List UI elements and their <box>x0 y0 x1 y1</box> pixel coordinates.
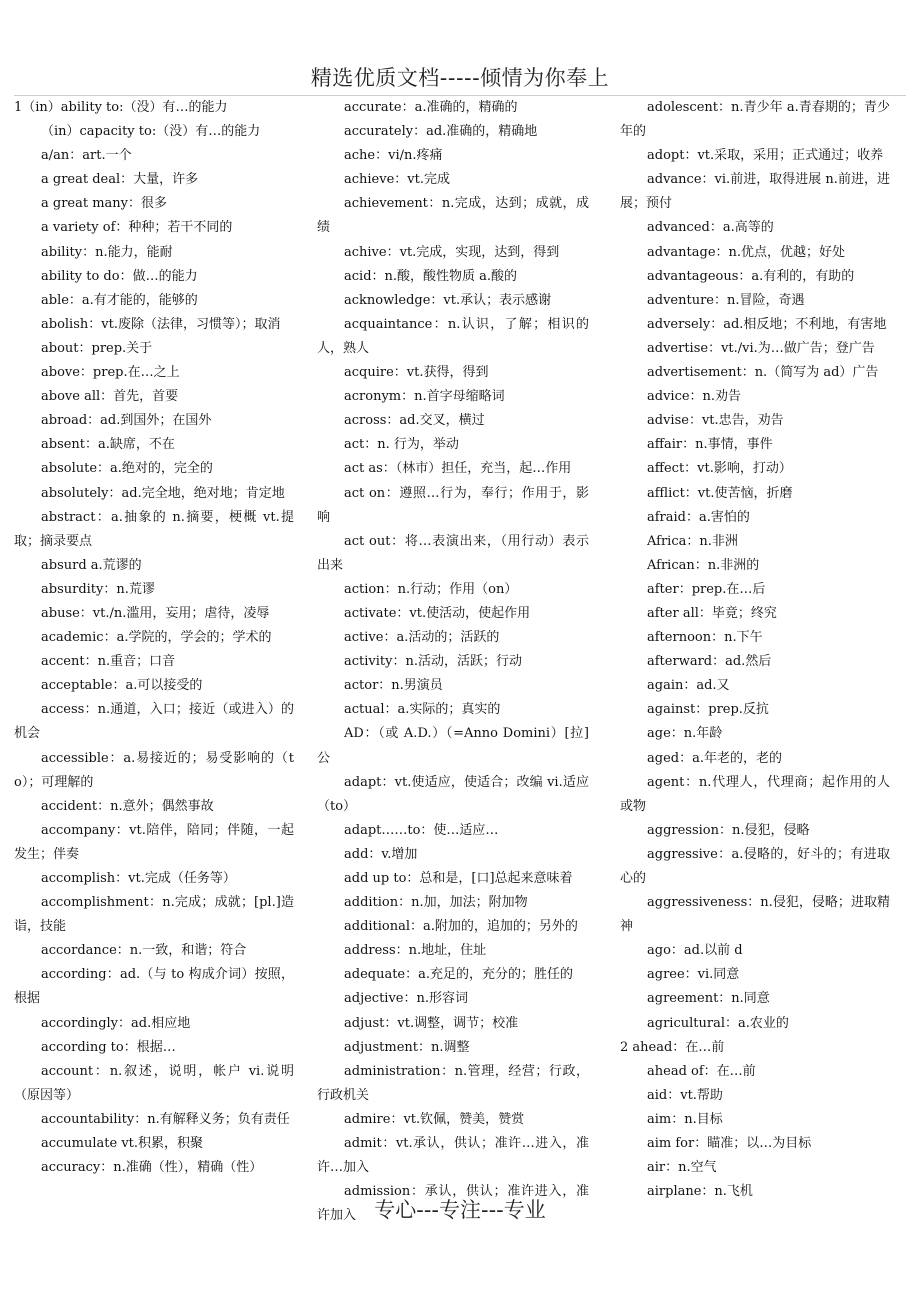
vocab-entry: AD：（或 A.D.）（=Anno Domini）[拉]公 <box>317 726 589 766</box>
vocab-entry: a great deal：大量，许多 <box>41 172 199 188</box>
vocab-entry: 1（in）ability to:（没）有…的能力 <box>14 100 228 115</box>
vocab-entry: acronym：n.首字母缩略词 <box>344 389 505 405</box>
vocab-entry: abroad：ad.到国外；在国外 <box>41 413 212 429</box>
vocab-entry: afterward：ad.然后 <box>647 654 772 670</box>
vocab-entry: add up to：总和是，[口]总起来意味着 <box>344 871 573 886</box>
vocab-entry: above：prep.在…之上 <box>41 365 180 381</box>
vocab-entry: ache：vi/n.疼痛 <box>344 148 443 164</box>
vocab-entry: abolish：vt.废除（法律，习惯等）；取消 <box>41 316 281 332</box>
vocab-entry: abstract：a.抽象的 n.摘要，梗概 vt.提取；摘录要点 <box>14 509 294 549</box>
vocab-entry: about：prep.关于 <box>41 340 153 356</box>
vocab-entry: African：n.非洲的 <box>647 557 760 573</box>
vocab-entry: actor：n.男演员 <box>344 678 443 694</box>
vocab-entry: activate：vt.使活动，使起作用 <box>344 605 531 621</box>
vocab-column-1 <box>14 96 294 1180</box>
vocab-entry: absurd a.荒谬的 <box>41 557 142 573</box>
vocab-entry: acquaintance：n.认识，了解；相识的人，熟人 <box>317 316 589 356</box>
vocab-entry: （in）capacity to:（没）有…的能力 <box>41 124 261 140</box>
vocab-entry: accomplishment：n.完成；成就；[pl.]造诣，技能 <box>14 895 294 935</box>
vocab-entry: acid：n.酸，酸性物质 a.酸的 <box>344 268 518 284</box>
vocab-entry: across：ad.交叉，横过 <box>344 413 485 429</box>
vocab-entry: against：prep.反抗 <box>647 702 769 718</box>
vocab-entry: adventure：n.冒险，奇遇 <box>647 292 805 308</box>
vocab-entry: act：n. 行为，举动 <box>344 437 459 453</box>
vocab-entry: after all：毕竟；终究 <box>647 605 777 621</box>
page-header-title: 精选优质文档-----倾情为你奉上 <box>310 66 610 90</box>
vocab-entry: a great many：很多 <box>41 196 168 212</box>
vocab-entry: adapt……to：使…适应… <box>344 822 499 838</box>
vocab-entry: 2 ahead：在…前 <box>620 1039 725 1055</box>
vocab-entry: aim：n.目标 <box>647 1111 723 1127</box>
vocab-entry: absolute：a.绝对的，完全的 <box>41 461 213 477</box>
vocab-entry: after：prep.在…后 <box>647 581 766 597</box>
vocab-entry: accurately：ad.准确的，精确地 <box>344 124 538 140</box>
vocab-entry: agreement：n.同意 <box>647 991 770 1007</box>
vocab-entry: ahead of：在…前 <box>647 1063 756 1079</box>
vocab-entry: academic：a.学院的，学会的；学术的 <box>41 630 272 646</box>
vocab-entry: activity：n.活动，活跃；行动 <box>344 654 522 670</box>
vocab-entry: achive：vt.完成，实现，达到，得到 <box>344 244 560 260</box>
vocab-entry: adjust：vt.调整，调节；校准 <box>344 1015 519 1031</box>
vocab-entry: administration：n.管理，经营；行政，行政机关 <box>317 1063 589 1103</box>
vocab-entry: advice：n.劝告 <box>647 389 742 405</box>
vocab-entry: action：n.行动；作用（on） <box>344 581 518 597</box>
vocab-entry: admire：vt.钦佩，赞美，赞赏 <box>344 1111 525 1127</box>
vocab-entry: ability to do：做…的能力 <box>41 268 198 284</box>
vocab-entry: aggressiveness：n.侵犯，侵略；进取精神 <box>620 895 890 935</box>
vocab-entry: acceptable：a.可以接受的 <box>41 678 203 694</box>
vocab-entry: adequate：a.充足的，充分的；胜任的 <box>344 967 574 983</box>
vocab-entry: airplane：n.飞机 <box>647 1184 753 1200</box>
vocab-entry: accuracy：n.准确（性），精确（性） <box>41 1160 263 1176</box>
vocab-entry: admit：vt.承认，供认；准许…进入，准许…加入 <box>317 1136 589 1176</box>
vocab-entry: admission：承认，供认；准许进入，准许加入 <box>317 1184 589 1224</box>
vocab-entry: aid：vt.帮助 <box>647 1087 723 1103</box>
vocab-entry: advantageous：a.有利的，有助的 <box>647 268 855 284</box>
vocab-entry: accountability：n.有解释义务；负有责任 <box>41 1111 290 1127</box>
vocab-entry: accompany：vt.陪伴，陪同；伴随，一起发生；伴奏 <box>14 822 294 862</box>
vocab-entry: aim for：瞄准；以…为目标 <box>647 1136 812 1152</box>
vocab-entry: advanced：a.高等的 <box>647 220 774 236</box>
vocab-column-2 <box>317 96 589 1228</box>
vocab-entry: act as：（林市）担任，充当，起…作用 <box>344 461 572 477</box>
vocab-entry: aged：a.年老的，老的 <box>647 750 782 766</box>
vocab-entry: acknowledge：vt.承认；表示感谢 <box>344 292 552 308</box>
vocab-entry: accumulate vt.积累，积聚 <box>41 1136 204 1152</box>
vocab-entry: access：n.通道，入口；接近（或进入）的机会 <box>14 702 294 742</box>
vocab-entry: affair：n.事情，事件 <box>647 437 773 453</box>
vocab-entry: absurdity：n.荒谬 <box>41 581 155 597</box>
vocab-entry: act out：将…表演出来，（用行动）表示出来 <box>317 533 589 573</box>
vocab-entry: affect：vt.影响，打动） <box>647 461 792 477</box>
vocab-entry: ability：n.能力，能耐 <box>41 244 173 260</box>
vocab-entry: ago：ad.以前 d <box>647 943 743 959</box>
vocab-entry: again：ad.又 <box>647 678 730 694</box>
vocab-entry: a/an：art.一个 <box>41 148 132 164</box>
vocab-entry: aggressive：a.侵略的，好斗的；有进取心的 <box>620 846 890 886</box>
vocab-entry: address：n.地址，住址 <box>344 943 487 959</box>
vocab-entry: above all：首先，首要 <box>41 389 179 405</box>
vocab-entry: actual：a.实际的；真实的 <box>344 702 501 718</box>
vocab-entry: acquire：vt.获得，得到 <box>344 365 489 381</box>
vocab-entry: addition：n.加，加法；附加物 <box>344 895 528 911</box>
vocab-entry: afflict：vt.使苦恼，折磨 <box>647 485 793 501</box>
vocab-entry: achieve：vt.完成 <box>344 172 450 188</box>
vocab-entry: according：ad.（与 to 构成介词）按照，根据 <box>14 967 294 1007</box>
vocab-entry: account：n.叙述，说明，帐户 vi.说明（原因等） <box>14 1063 294 1103</box>
vocab-entry: advertise：vt./vi.为…做广告；登广告 <box>647 340 875 356</box>
vocab-entry: adjustment：n.调整 <box>344 1039 470 1055</box>
vocab-entry: afternoon：n.下午 <box>647 630 763 646</box>
vocab-entry: achievement：n.完成，达到；成就，成绩 <box>317 196 589 236</box>
vocab-entry: active：a.活动的；活跃的 <box>344 630 500 646</box>
vocab-entry: adapt：vt.使适应，使适合；改编 vi.适应（to） <box>317 774 589 814</box>
vocab-entry: agricultural：a.农业的 <box>647 1015 789 1031</box>
vocab-entry: advise：vt.忠告，劝告 <box>647 413 784 429</box>
vocab-entry: agent：n.代理人，代理商；起作用的人或物 <box>620 774 890 814</box>
vocab-entry: accessible：a.易接近的；易受影响的（to）；可理解的 <box>14 750 294 790</box>
vocab-entry: afraid：a.害怕的 <box>647 509 750 525</box>
vocab-entry: advertisement：n.（简写为 ad）广告 <box>647 365 879 381</box>
vocab-entry: accomplish：vt.完成（任务等） <box>41 871 236 886</box>
page-footer-text: 专心---专注---专业 <box>374 1198 546 1222</box>
vocab-entry: accordingly：ad.相应地 <box>41 1015 191 1031</box>
vocab-entry: agree：vi.同意 <box>647 967 740 983</box>
vocab-column-3 <box>620 96 890 1204</box>
vocab-entry: age：n.年龄 <box>647 726 723 742</box>
vocab-entry: additional：a.附加的，追加的；另外的 <box>344 919 578 935</box>
vocab-entry: Africa：n.非洲 <box>647 533 738 549</box>
vocab-entry: abuse：vt./n.滥用，妄用；虐待，凌辱 <box>41 605 270 621</box>
vocab-entry: a variety of：种种；若干不同的 <box>41 220 233 236</box>
vocab-entry: able：a.有才能的，能够的 <box>41 292 198 308</box>
vocab-entry: adversely：ad.相反地；不利地，有害地 <box>647 316 887 332</box>
vocab-entry: according to：根据… <box>41 1039 176 1055</box>
vocab-entry: accent：n.重音；口音 <box>41 654 176 670</box>
vocab-entry: accordance：n.一致，和谐；符合 <box>41 943 247 959</box>
vocab-entry: accurate：a.准确的，精确的 <box>344 100 518 115</box>
vocab-entry: absent：a.缺席，不在 <box>41 437 175 453</box>
vocab-entry: adjective：n.形容词 <box>344 991 469 1007</box>
vocab-entry: adopt：vt.采取，采用；正式通过；收养 <box>647 148 884 164</box>
vocab-entry: adolescent：n.青少年 a.青春期的；青少年的 <box>620 100 890 140</box>
vocab-entry: absolutely：ad.完全地，绝对地；肯定地 <box>41 485 285 501</box>
vocab-entry: add：v.增加 <box>344 846 418 862</box>
vocab-entry: advantage：n.优点，优越；好处 <box>647 244 846 260</box>
vocab-entry: advance：vi.前进，取得进展 n.前进，进展；预付 <box>620 172 890 212</box>
vocab-entry: aggression：n.侵犯，侵略 <box>647 822 810 838</box>
vocab-entry: air：n.空气 <box>647 1160 717 1176</box>
vocab-entry: act on：遵照…行为，奉行；作用于，影响 <box>317 485 589 525</box>
vocab-entry: accident：n.意外；偶然事故 <box>41 798 214 814</box>
